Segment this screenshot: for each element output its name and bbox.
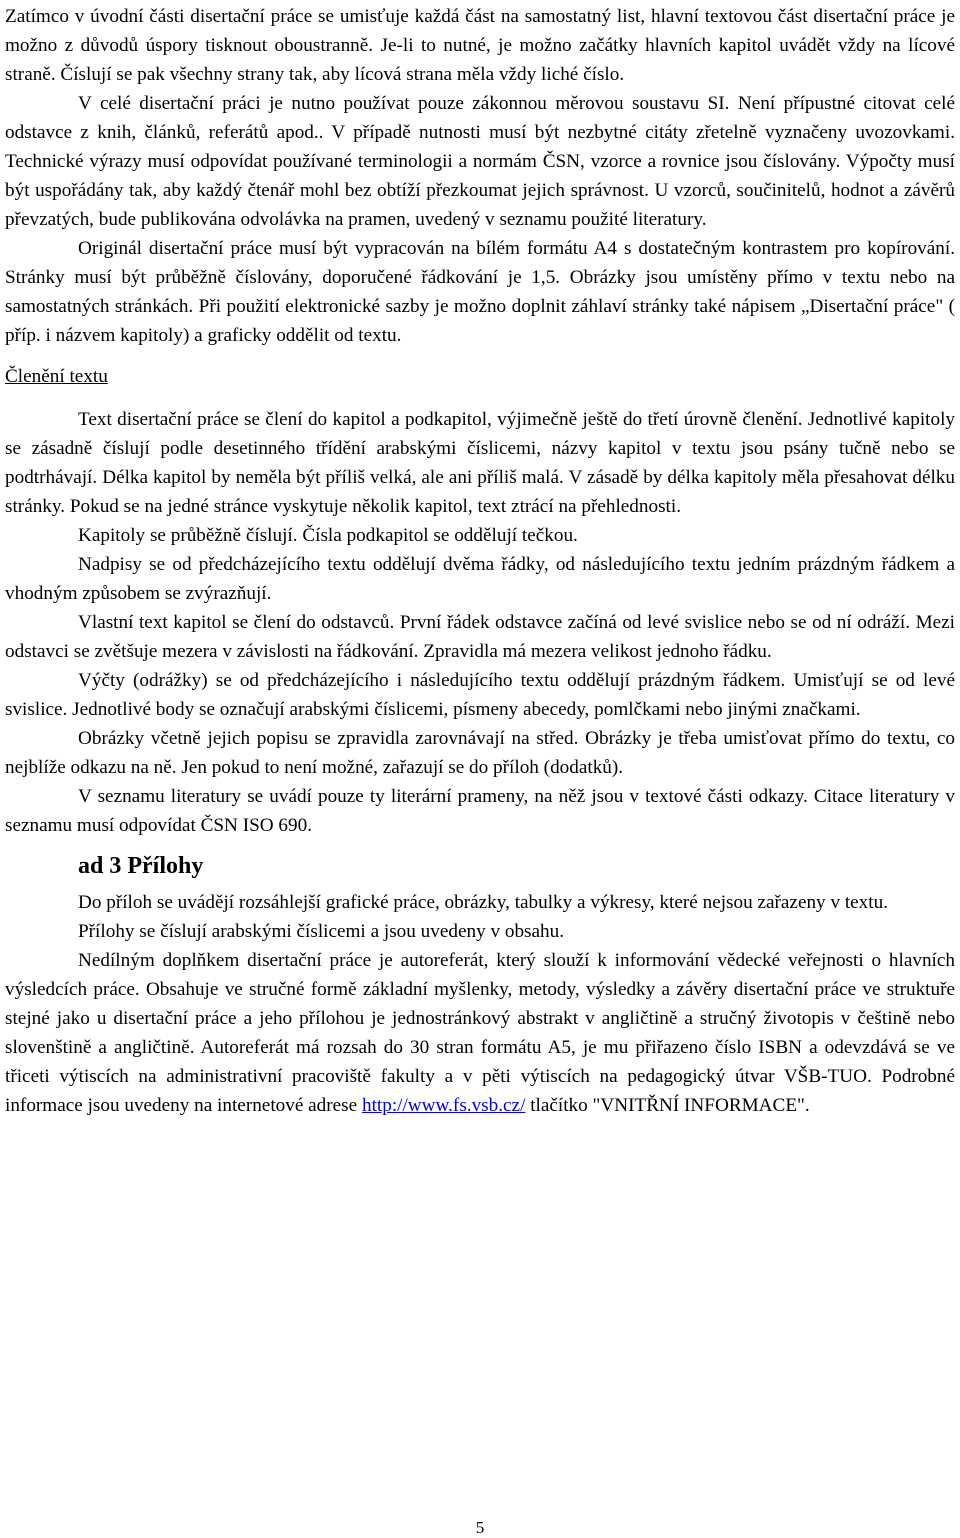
clenenni-paragraph-1: Text disertační práce se člení do kapitol a podkapitol, výjimečně ještě do třetí úrovně členění. Jednotlivé kapitoly se zásadně číslují podle desetinného třídění arabskými číslicemi, názvy kapitol v textu jsou psány tučně nebo se podtrhávají. Délka kapitol by neměla být příliš velká, ale ani příliš malá. V zásadě by délka kapitoly měla přesahovat délku stránky. Pokud se na jedné stránce vyskytuje několik kapitol, text ztrácí na přehlednosti. — [5, 409, 955, 517]
clenenni-paragraph-3: Nadpisy se od předcházejícího textu oddělují dvěma řádky, od následujícího textu jedním prázdným řádkem a vhodným způsobem se zvýrazňují. — [5, 554, 955, 604]
section-heading-clenenni-textu: Členění textu — [5, 366, 108, 387]
prilohy-paragraph-2: Přílohy se číslují arabskými číslicemi a jsou uvedeny v obsahu. — [78, 921, 565, 942]
prilohy-paragraph-3-tail: tlačítko "VNITŘNÍ INFORMACE". — [525, 1095, 810, 1116]
clenenni-paragraph-6: Obrázky včetně jejich popisu se zpravidla zarovnávají na střed. Obrázky je třeba umisťovat přímo do textu, co nejblíže odkazu na ně. Jen pokud to není možné, zařazují se do příloh (dodatků). — [5, 728, 955, 778]
intro-paragraph-2: V celé disertační práci je nutno používat pouze zákonnou měrovou soustavu SI. Není přípustné citovat celé odstavce z knih, článků, referátů apod.. V případě nutnosti musí být nezbytné citáty zřetelně vyznačeny uvozovkami. Technické výrazy musí odpovídat používané terminologii a normám ČSN, vzorce a rovnice jsou číslovány. Výpočty musí být uspořádány tak, aby každý čtenář mohl bez obtíží přezkoumat jejich správnost. U vzorců, součinitelů, hodnot a závěrů převzatých, bude publikována odvolávka na pramen, uvedený v seznamu použité literatury. — [5, 93, 955, 230]
clenenni-paragraph-5: Výčty (odrážky) se od předcházejícího i následujícího textu oddělují prázdným řádkem. Umisťují se od levé svislice. Jednotlivé body se označují arabskými číslicemi, písmeny abecedy, pomlčkami nebo jinými značkami. — [5, 670, 955, 720]
clenenni-paragraph-4: Vlastní text kapitol se člení do odstavců. První řádek odstavce začíná od levé svislice nebo se od ní odráží. Mezi odstavci se zvětšuje mezera v závislosti na řádkování. Zpravidla má mezera velikost jednoho řádku. — [5, 612, 955, 662]
clenenni-paragraph-2: Kapitoly se průběžně číslují. Čísla podkapitol se oddělují tečkou. — [78, 525, 578, 546]
internal-info-link[interactable]: http://www.fs.vsb.cz/ — [361, 1095, 526, 1116]
clenenni-paragraph-7: V seznamu literatury se uvádí pouze ty literární prameny, na něž jsou v textové části odkazy. Citace literatury v seznamu musí odpovídat ČSN ISO 690. — [5, 786, 955, 836]
prilohy-paragraph-3 — [5, 946, 955, 1120]
section-heading-prilohy: ad 3 Přílohy — [78, 853, 204, 879]
intro-paragraph-1: Zatímco v úvodní části disertační práce se umisťuje každá část na samostatný list, hlavní textovou část disertační práce je možno z důvodů úspory tisknout oboustranně. Je-li to nutné, je možno začátky hlavních kapitol uvádět vždy na lícové straně. Číslují se pak všechny strany tak, aby lícová strana měla vždy liché číslo. — [5, 6, 955, 85]
prilohy-paragraph-1: Do příloh se uvádějí rozsáhlejší grafické práce, obrázky, tabulky a výkresy, které nejsou zařazeny v textu. — [78, 892, 888, 913]
page-number: 5 — [475, 1518, 485, 1537]
prilohy-paragraph-3-text: Nedílným doplňkem disertační práce je autoreferát, který slouží k informování vědecké veřejnosti o hlavních výsledcích práce. Obsahuje ve stručné formě základní myšlenky, metody, výsledky a závěry disertační práce ve struktuře stejné jako u disertační práce a jeho přílohou je jednostránkový abstrakt v angličtině a stručný životopis v češtině nebo slovenštině a angličtině. Autoreferát má rozsah do 30 stran formátu A5, je mu přiřazeno číslo ISBN a odevzdává se ve třiceti výtiscích na administrativní pracoviště fakulty a v pěti výtiscích na pedagogický útvar VŠB-TUO. Podrobné informace jsou uvedeny na internetové adrese — [5, 950, 955, 1116]
intro-paragraph-3: Originál disertační práce musí být vypracován na bílém formátu A4 s dostatečným kontrastem pro kopírování. Stránky musí být průběžně číslovány, doporučené řádkování je 1,5. Obrázky jsou umístěny přímo v textu nebo na samostatných stránkách. Při použití elektronické sazby je možno doplnit záhlaví stránky také nápisem „Disertační práce" ( příp. i názvem kapitoly) a graficky oddělit od textu. — [5, 238, 955, 346]
